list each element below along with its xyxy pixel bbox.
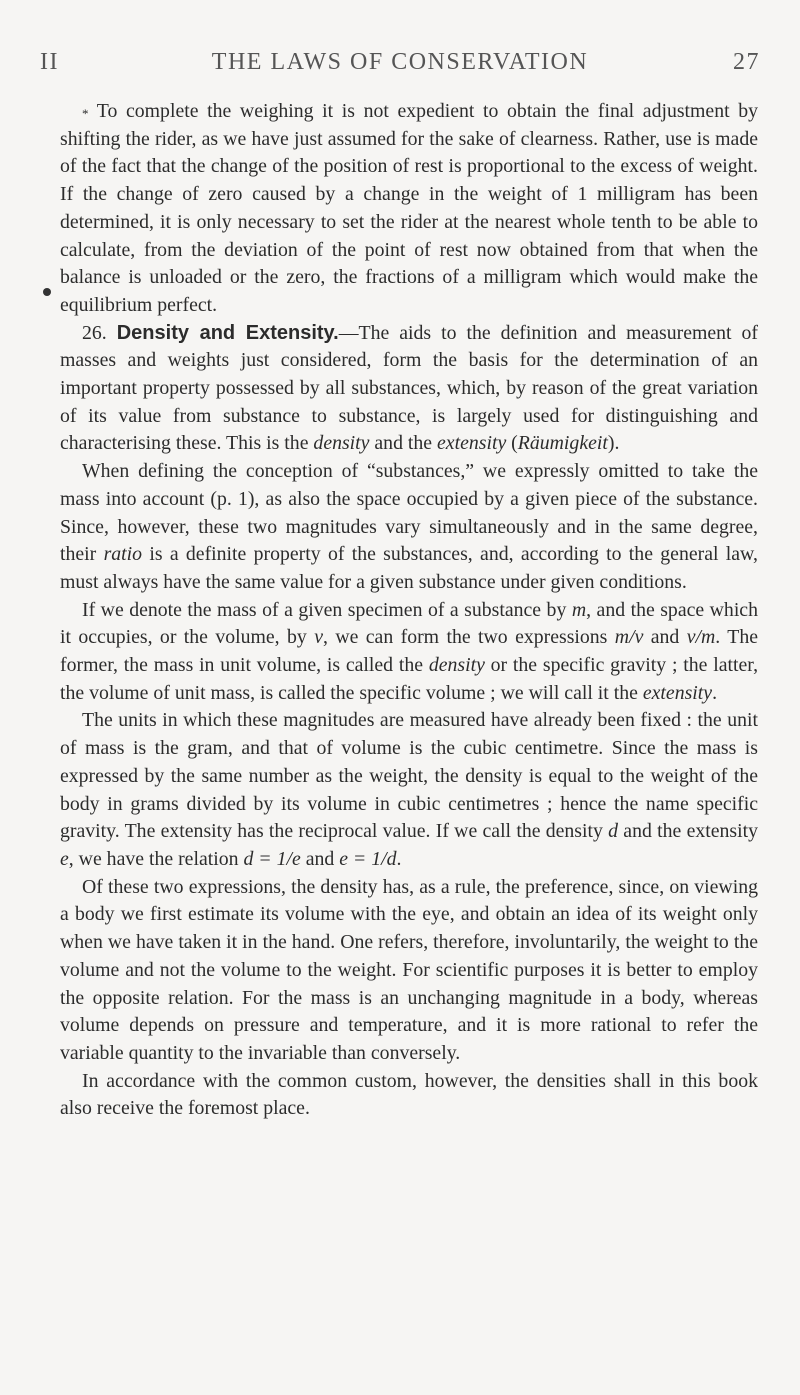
equation-extensity: e = 1/d [339,847,397,870]
term-extensity: extensity [642,681,713,704]
text-run: and the extensity [618,820,758,843]
running-title: THE LAWS OF CONSERVATION [211,49,589,75]
section-title: Density and Extensity. [116,321,339,344]
text-run: . The former, the mass in unit volume, is called the [60,626,758,677]
page-number: 27 [733,49,760,75]
section-number: 26. [82,321,107,344]
running-header [40,46,760,78]
term-ratio: ratio [103,543,143,566]
text-run: . [396,847,402,870]
text-run: or the specific gravity ; the latter, the volume of unit mass, is called the specific volume ; we will call it the [60,654,759,704]
symbol-e: e [60,847,69,870]
chapter-number: II [40,49,59,75]
symbol-m: m [571,598,587,621]
symbol-d: d [608,820,619,843]
section-paragraph-6: In accordance with the common custom, however, the densities shall in this book also receive the foremost place. [60,1069,758,1120]
text-run: , we have the relation [68,847,244,870]
text-run: , and the space which it occupies, or the volume, by [60,598,758,649]
text-run: is a definite property of the substances, and, according to the general law, must always have the same value for a given substance under given conditions. [60,543,758,593]
section-paragraph-4 [60,707,758,873]
text-run: —The aids to the definition and measurement of masses and weights just considered, form the basis for the determination of an important property possessed by all substances, which, by reason of the great variation of its value from substance to substance, is largely used for distinguishing and characterising these. This is the [60,321,758,455]
text-run: ( [506,432,518,455]
equation-density: d = 1/e [243,847,301,870]
section-paragraph-1 [60,320,758,459]
text-run: The units in which these magnitudes are measured have already been fixed : the unit of mass is the gram, and that of volume is the cubic centimetre. Since the mass is expressed by the same number as the weight, the density is equal to the weight of the body in grams divided by its volume in cubic centimetres ; hence the name specific gravity. The extensity has the reciprocal value. If we call the density [60,709,758,843]
text-run: . [712,681,718,704]
text-run: , we can form the two expressions [322,626,615,649]
section-paragraph-2 [60,458,758,597]
term-density: density [313,432,370,455]
text-run: If we denote the mass of a given specimen of a substance by [82,598,572,621]
text-run: and [643,626,687,649]
term-german: Räumigkeit [517,432,608,455]
term-density: density [428,654,485,677]
footnote-text: To complete the weighing it is not expedient to obtain the final adjustment by shifting the rider, as we have just assumed for the sake of clearness. Rather, use is made of the fact that the change of the position of rest is proportional to the excess of weight. If the change of zero caused by a change in the weight of 1 milligram has been determined, it is only necessary to set the rider at the nearest whole tenth to be able to calculate, from the deviation of the point of rest now obtained from that when the balance is unloaded or the zero, the fractions of a milligram which would make the equilibrium perfect. [60,100,758,316]
expression-m-over-v: m/v [614,626,644,649]
footnote-marker: * [82,106,89,121]
text-run: When defining the conception of “substances,” we expressly omitted to take the mass into account (p. 1), as also the space occupied by a given piece of the substance. Since, however, these two magnitudes vary simultaneously and in the same degree, their [60,460,758,566]
term-extensity: extensity [437,432,507,455]
section-paragraph-3 [60,597,758,708]
margin-dot-mark [43,288,51,296]
expression-v-over-m: v/m [686,626,716,649]
text-run: ). [607,432,620,455]
symbol-v: v [314,626,323,649]
text-run: and [300,847,340,870]
text-run: and the [369,432,438,455]
page-body [60,98,758,1123]
section-paragraph-5: Of these two expressions, the density has, as a rule, the preference, since, on viewing a body we first estimate its volume with the eye, and obtain an idea of its weight only when we have taken it in the hand. One refers, therefore, involuntarily, the weight to the volume and not the volume to the weight. For scientific purposes it is better to employ the opposite relation. For the mass is an unchanging magnitude in a body, whereas volume depends on pressure and temperature, and it is more rational to refer the variable quantity to the invariable than conversely. [60,875,758,1064]
footnote-paragraph [60,98,758,320]
